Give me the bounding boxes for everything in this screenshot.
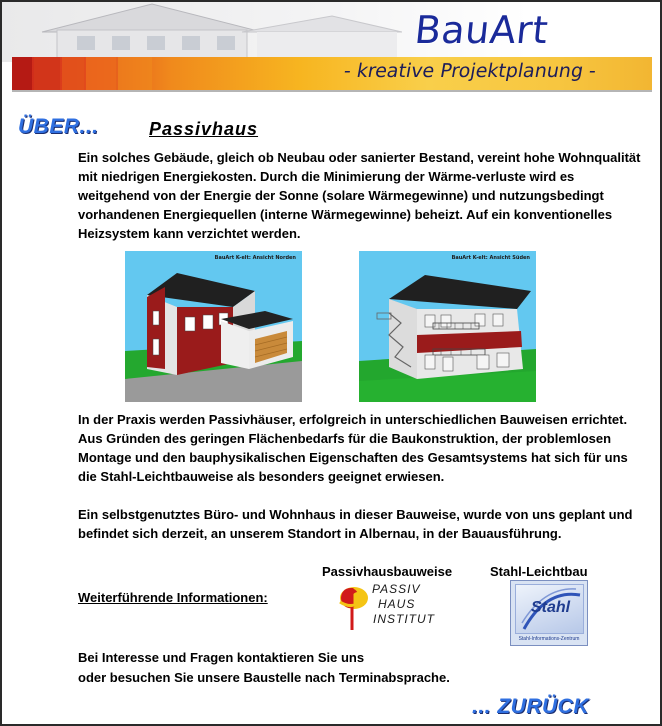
phi-text-line3: INSTITUT [373, 612, 435, 626]
contact-line-1: Bei Interesse und Fragen kontaktieren Sie uns [78, 650, 365, 665]
page-title: Passivhaus [149, 119, 259, 139]
stahl-subtitle: Stahl-Informations-Zentrum [518, 636, 580, 642]
header-banner [2, 2, 660, 100]
phi-icon [332, 580, 372, 634]
further-info-label[interactable]: Weiterführende Informationen: [78, 590, 268, 605]
south-caption: BauArt K-elt: Ansicht Süden [451, 255, 530, 261]
back-link-bottom[interactable]: ... ZURÜCK [472, 695, 589, 718]
back-link-top[interactable]: ÜBER... [18, 115, 99, 138]
project-paragraph: Ein selbstgenutztes Büro- und Wohnhaus in dieser Bauweise, wurde von uns geplant und befindet sich derzeit, an unserem Standort in Albernau, in der Bauausführung. [78, 507, 633, 541]
stahl-word: Stahl [531, 599, 571, 616]
house-rendering-south [359, 251, 536, 402]
passiv-heading: Passivhausbauweise [322, 564, 453, 579]
stahl-logo-panel [515, 584, 584, 634]
intro-paragraph: Ein solches Gebäude, gleich ob Neubau oder sanierter Bestand, vereint hohe Wohnqualität mit niedrigen Energiekosten. Durch die Minimierung der Wärme-verluste wird es weitgehend von der Energie der Sonne (solare Wärmegewinne) und nutzungsbedingt vorhandenen Energiequellen (interne Wärmegewinne) beheizt. Auf ein konventionelles Heizsystem kann verzichtet werden. [78, 150, 641, 241]
passivhaus-institut-logo[interactable] [332, 580, 452, 634]
house-rendering-north [125, 251, 302, 402]
north-caption: BauArt K-elt: Ansicht Norden [214, 255, 296, 261]
stahl-heading: Stahl-Leichtbau [490, 564, 588, 579]
site-logo[interactable]: BauArt [412, 8, 551, 52]
contact-text [78, 648, 648, 688]
phi-text-line2: HAUS [378, 597, 416, 611]
contact-line-2: oder besuchen Sie unsere Baustelle nach Terminabsprache. [78, 670, 450, 685]
site-tagline: - kreative Projektplanung - [342, 60, 598, 82]
stahl-informations-zentrum-logo[interactable] [510, 580, 588, 646]
banner-house-graphic [2, 2, 402, 62]
practice-paragraph: In der Praxis werden Passivhäuser, erfolgreich in unterschiedlichen Bauweisen errichtet. Aus Gründen des geringen Flächenbedarfs für die Baukonstruktion, der problemlosen Montage und den bauphysikalischen Eigenschaften des Gesamtsystems hat sich für uns die Stahl-Leichtbauweise als besonders geeignet erwiesen. [78, 412, 628, 484]
phi-text-line1: PASSIV [372, 582, 421, 596]
banner-divider [12, 90, 652, 92]
